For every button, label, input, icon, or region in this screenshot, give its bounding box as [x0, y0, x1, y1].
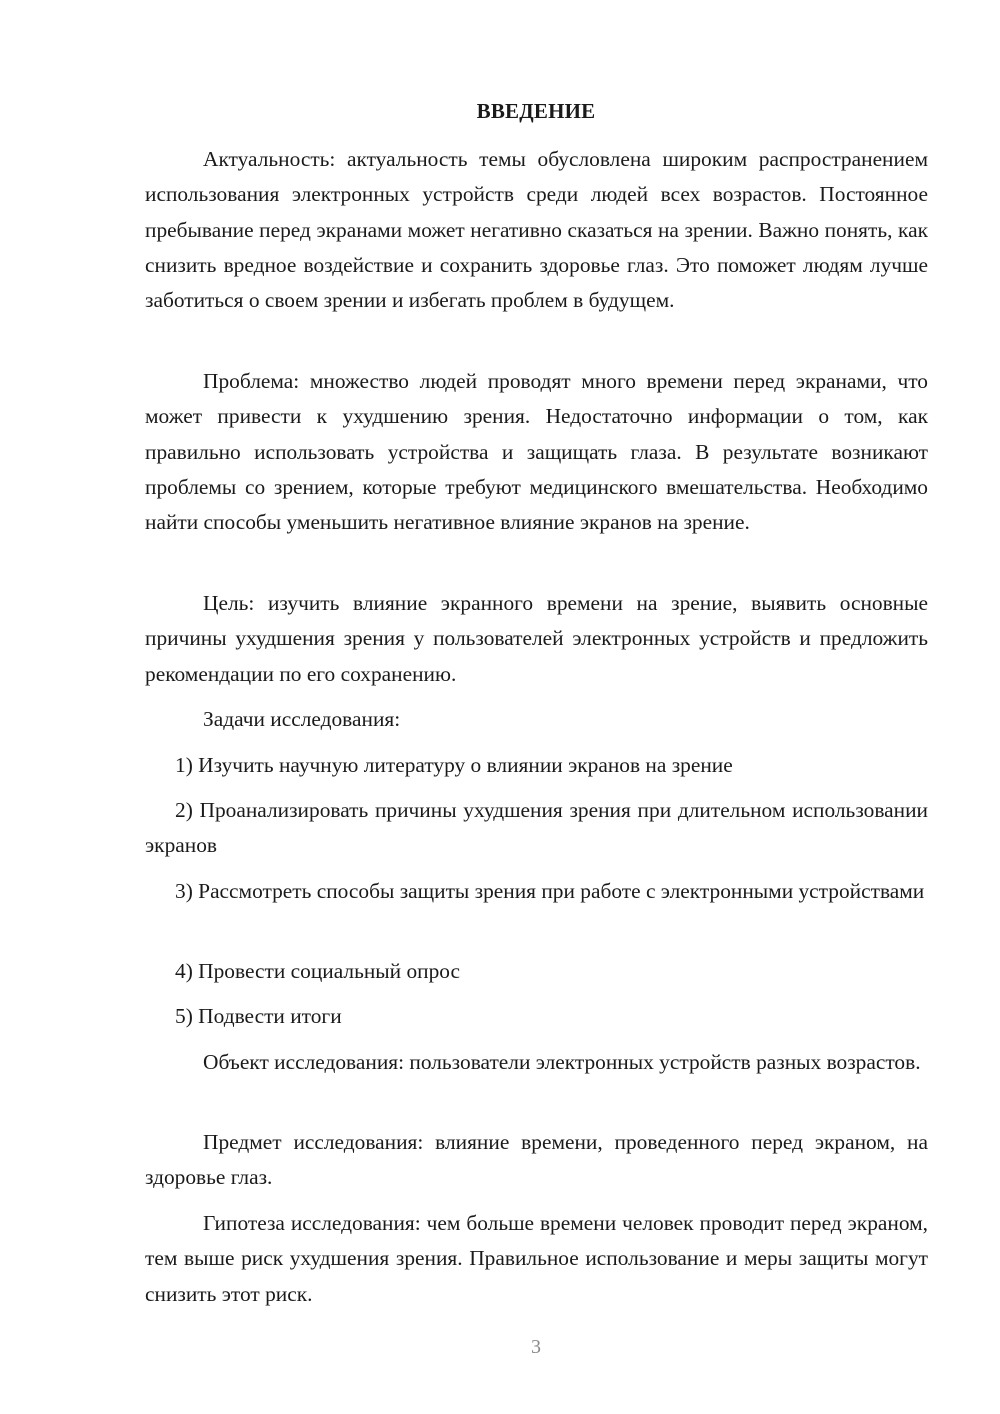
- page-heading: ВВЕДЕНИЕ: [476, 99, 596, 123]
- task-item-2: 2) Проанализировать причины ухудшения зрения при длительном использовании экранов: [145, 798, 928, 858]
- paragraph-object: Объект исследования: пользователи электронных устройств разных возрастов.: [203, 1050, 921, 1074]
- paragraph-relevance: Актуальность: актуальность темы обусловлена широким распространением использования электронных устройств среди людей всех возрастов. Постоянное пребывание перед экранами может негативно сказаться на зрении. Важно понять, как снизить вредное воздействие и сохранить здоровье глаз. Это поможет людям лучше заботиться о своем зрении и избегать проблем в будущем.: [145, 147, 928, 313]
- paragraph-problem: Проблема: множество людей проводят много времени перед экранами, что может привести к ухудшению зрения. Недостаточно информации о том, как правильно использовать устройства и защищать глаза. В результате возникают проблемы со зрением, которые требуют медицинского вмешательства. Необходимо найти способы уменьшить негативное влияние экранов на зрение.: [145, 369, 928, 535]
- paragraph-goal: Цель: изучить влияние экранного времени на зрение, выявить основные причины ухудшения зрения у пользователей электронных устройств и предложить рекомендации по его сохранению.: [145, 591, 928, 686]
- paragraph-subject: Предмет исследования: влияние времени, проведенного перед экраном, на здоровье глаз.: [145, 1130, 928, 1190]
- tasks-title: Задачи исследования:: [203, 707, 401, 731]
- page-number: 3: [531, 1336, 541, 1358]
- paragraph-hypothesis: Гипотеза исследования: чем больше времени человек проводит перед экраном, тем выше риск ухудшения зрения. Правильное использование и меры защиты могут снизить этот риск.: [145, 1211, 928, 1306]
- task-item-4: 4) Провести социальный опрос: [175, 959, 461, 983]
- task-item-1: 1) Изучить научную литературу о влиянии экранов на зрение: [175, 753, 733, 777]
- task-item-3: 3) Рассмотреть способы защиты зрения при работе с электронными устройствами: [175, 879, 925, 903]
- task-item-5: 5) Подвести итоги: [175, 1004, 342, 1028]
